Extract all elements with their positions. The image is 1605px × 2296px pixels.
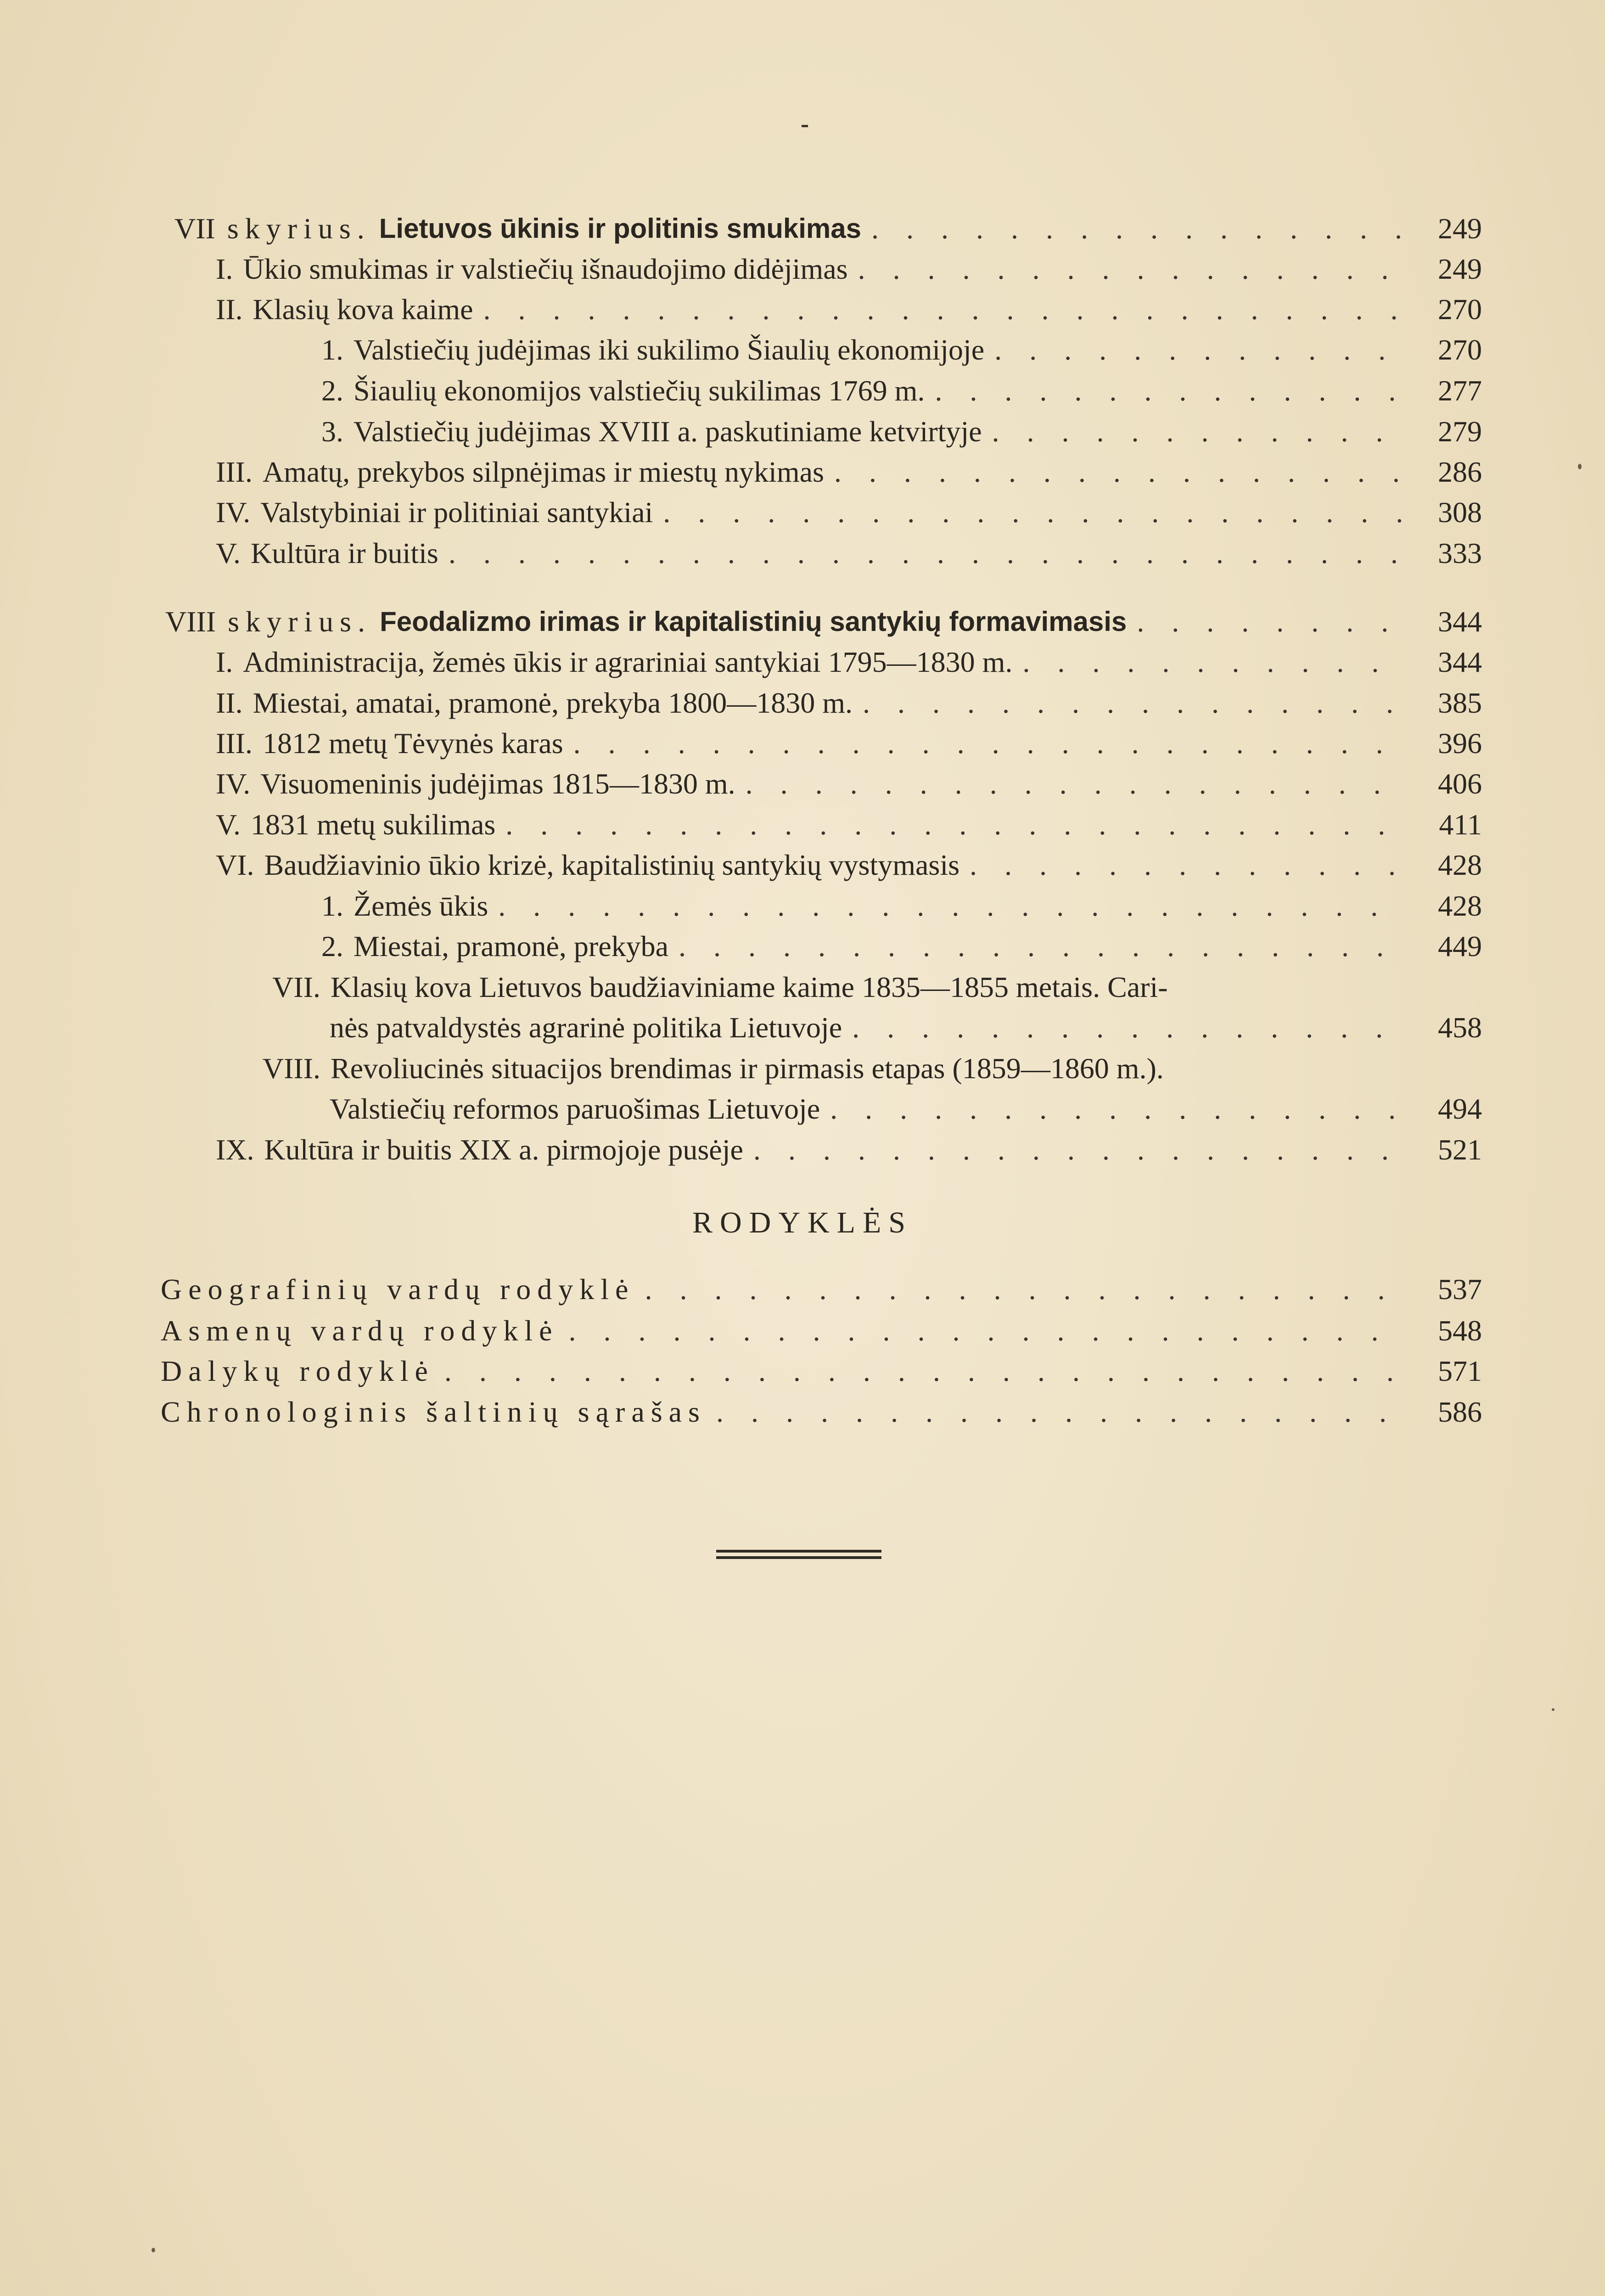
section-number: 2.: [321, 374, 343, 407]
chapter-title: Feodalizmo irimas ir kapitalistinių santykių formavimasis: [380, 606, 1127, 637]
dot-leader: [994, 330, 1403, 370]
dot-leader: [852, 1007, 1403, 1048]
dot-leader: [449, 533, 1403, 574]
section-number: VIII.: [262, 1052, 320, 1085]
section-number: VI.: [216, 849, 254, 881]
page-number: 333: [1438, 537, 1482, 569]
section-number: I.: [216, 646, 233, 678]
section-number: II.: [216, 293, 243, 326]
section-number: 3.: [321, 415, 343, 448]
section-number: III.: [216, 727, 253, 760]
toc-entry: [216, 640, 1482, 682]
page-number: 406: [1438, 767, 1482, 800]
dot-leader: [483, 289, 1403, 330]
section-title: Revoliucinės situacijos brendimas ir pirmasis etapas (1859—1860 m.).: [331, 1052, 1164, 1085]
dot-leader: [858, 249, 1403, 289]
dot-leader: [1137, 602, 1403, 642]
toc-entry: [216, 721, 1482, 764]
toc-entry: [321, 884, 1482, 926]
page-number: 548: [1438, 1314, 1482, 1347]
index-entry: [161, 1349, 1482, 1391]
toc-entry: [216, 762, 1482, 804]
index-title: Geografinių vardų rodyklė: [161, 1273, 635, 1306]
section-number: III.: [216, 456, 253, 488]
index-entry: [161, 1309, 1482, 1351]
toc-entry: [216, 681, 1482, 723]
page-number: 344: [1438, 605, 1482, 638]
chapter-label: skyrius.: [227, 212, 371, 245]
toc-entry: [216, 531, 1482, 574]
end-rule-bottom: [716, 1556, 881, 1559]
dot-leader: [871, 208, 1403, 249]
toc-entry: [216, 965, 1482, 1007]
toc-entry: [321, 924, 1482, 967]
dot-leader: [935, 371, 1403, 411]
dot-leader: [679, 926, 1403, 967]
section-number: 1.: [321, 889, 343, 922]
toc-entry: [216, 247, 1482, 289]
page-number: 449: [1438, 930, 1482, 962]
section-number: IV.: [216, 767, 251, 800]
dot-leader: [645, 1269, 1403, 1310]
section-title: Klasių kova Lietuvos baudžiaviniame kaime 1835—1855 metais. Cari-: [331, 971, 1168, 1003]
indexes-heading: RODYKLĖS: [692, 1206, 913, 1239]
section-title: Valstybiniai ir politiniai santykiai: [260, 496, 653, 529]
dot-leader: [830, 1089, 1403, 1129]
section-title: nės patvaldystės agrarinė politika Lietuvoje: [330, 1011, 842, 1044]
toc-entry: [321, 369, 1482, 411]
dot-leader: [573, 723, 1403, 764]
section-title: Žemės ūkis: [354, 889, 488, 922]
page-number: 521: [1438, 1133, 1482, 1166]
page-number: 411: [1439, 808, 1482, 841]
section-title: Baudžiavinio ūkio krizė, kapitalistinių santykių vystymasis: [264, 849, 960, 881]
section-title: Visuomeninis judėjimas 1815—1830 m.: [260, 767, 735, 800]
section-title: Kultūra ir buitis: [250, 537, 438, 569]
section-number: VII.: [272, 971, 320, 1003]
toc-entry: [321, 410, 1482, 452]
section-number: IX.: [216, 1133, 254, 1166]
dot-leader: [970, 845, 1403, 885]
page-number: 344: [1438, 646, 1482, 678]
dot-leader: [1022, 642, 1403, 682]
dot-leader: [663, 492, 1403, 533]
page-number: 249: [1438, 212, 1482, 245]
page-number: 270: [1438, 293, 1482, 326]
section-number: IV.: [216, 496, 251, 529]
page-number: 249: [1438, 253, 1482, 285]
index-title: Asmenų vardų rodyklė: [161, 1314, 559, 1347]
toc-entry: [216, 803, 1482, 845]
chapter-number: VIII: [165, 605, 216, 638]
index-entry: [161, 1267, 1482, 1310]
page-number: 286: [1438, 456, 1482, 488]
page-number: 308: [1438, 496, 1482, 529]
section-title: Miestai, amatai, pramonė, prekyba 1800—1830 m.: [253, 687, 853, 719]
section-number: V.: [216, 537, 241, 569]
page-number: 428: [1438, 849, 1482, 881]
end-rule-top: [716, 1550, 881, 1553]
dot-leader: [444, 1351, 1403, 1391]
chapter-number: VII: [174, 212, 215, 245]
page-number: 494: [1438, 1092, 1482, 1125]
section-number: 1.: [321, 333, 343, 366]
toc-entry: [216, 490, 1482, 533]
section-title: Valstiečių reformos paruošimas Lietuvoje: [330, 1092, 820, 1125]
index-title: Chronologinis šaltinių sąrašas: [161, 1396, 706, 1428]
paper-speck: [152, 2248, 155, 2252]
section-title: Administracija, žemės ūkis ir agrariniai santykiai 1795—1830 m.: [243, 646, 1013, 678]
page-number: 458: [1438, 1011, 1482, 1044]
chapter-label: skyrius.: [228, 605, 372, 638]
toc-entry: [216, 287, 1482, 330]
toc-entry: [174, 207, 1482, 249]
dot-leader: [569, 1311, 1403, 1351]
paper-speck: [1552, 1708, 1554, 1711]
section-title: Ūkio smukimas ir valstiečių išnaudojimo didėjimas: [243, 253, 848, 285]
page-number: 396: [1438, 727, 1482, 760]
section-title: Amatų, prekybos silpnėjimas ir miestų nykimas: [262, 456, 824, 488]
toc-entry: [330, 1006, 1482, 1048]
section-title: Miestai, pramonė, prekyba: [354, 930, 668, 962]
page-number: 586: [1438, 1396, 1482, 1428]
page-number: 571: [1438, 1355, 1482, 1387]
page-number: 279: [1438, 415, 1482, 448]
section-title: Klasių kova kaime: [253, 293, 473, 326]
dot-leader: [498, 886, 1403, 926]
index-title: Dalykų rodyklė: [161, 1355, 434, 1387]
section-title: 1812 metų Tėvynės karas: [262, 727, 563, 760]
index-entry: [161, 1390, 1482, 1432]
paper-speck: [1578, 464, 1582, 469]
section-title: Valstiečių judėjimas XVIII a. paskutiniame ketvirtyje: [354, 415, 982, 448]
page-number: 537: [1438, 1273, 1482, 1306]
dot-leader: [753, 1130, 1403, 1170]
section-title: Kultūra ir buitis XIX a. pirmojoje pusėje: [264, 1133, 743, 1166]
toc-entry: [216, 1047, 1482, 1089]
toc-entry: [165, 600, 1482, 642]
page-number: 428: [1438, 889, 1482, 922]
section-number: V.: [216, 808, 241, 841]
page-number: 277: [1438, 374, 1482, 407]
dot-leader: [992, 411, 1403, 452]
section-title: Valstiečių judėjimas iki sukilimo Šiaulių ekonomijoje: [354, 333, 985, 366]
toc-entry: [216, 843, 1482, 885]
section-number: II.: [216, 687, 243, 719]
toc-entry: [321, 328, 1482, 370]
dot-leader: [746, 764, 1403, 804]
top-mark: [802, 125, 808, 127]
page-number: 385: [1438, 687, 1482, 719]
dot-leader: [834, 452, 1403, 492]
dot-leader: [863, 683, 1403, 723]
section-number: I.: [216, 253, 233, 285]
toc-entry: [216, 450, 1482, 492]
dot-leader: [716, 1392, 1403, 1432]
chapter-title: Lietuvos ūkinis ir politinis smukimas: [379, 213, 862, 244]
page-number: 270: [1438, 333, 1482, 366]
toc-entry: [330, 1087, 1482, 1129]
section-number: 2.: [321, 930, 343, 962]
section-title: 1831 metų sukilimas: [250, 808, 496, 841]
section-title: Šiaulių ekonomijos valstiečių sukilimas 1769 m.: [354, 374, 925, 407]
toc-entry: [216, 1128, 1482, 1170]
dot-leader: [505, 805, 1403, 845]
